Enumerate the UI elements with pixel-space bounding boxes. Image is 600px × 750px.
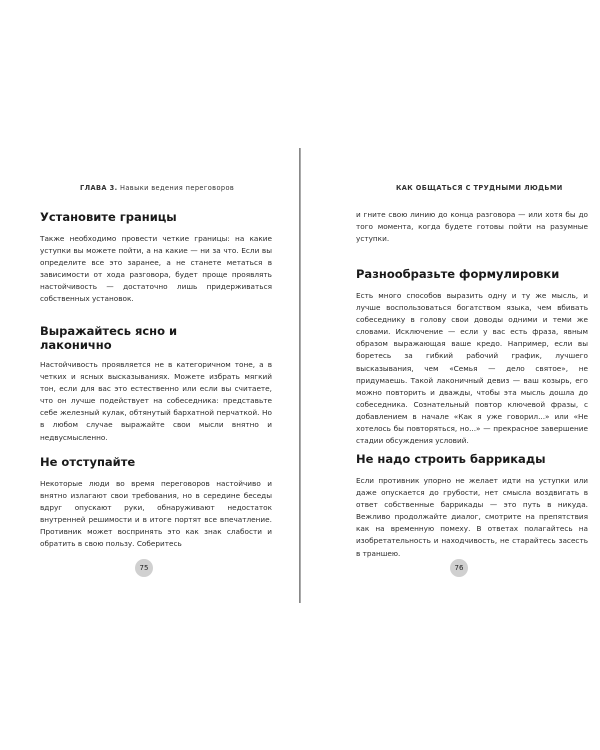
section-paragraph: Настойчивость проявляется не в категоричном тоне, а в четких и ясных высказываниях. Можете избрать мягкий тон, если для вас это естественно или если вы считаете, что он лучше подействует на собеседника: представьте себе железный кулак, обтянутый бархатной перчаткой. Но в любом случае выражайте свои мысли внятно и недвусмысленно. <box>40 360 272 442</box>
section-do-not-retreat <box>40 455 272 551</box>
section-paragraph: Есть много способов выразить одну и ту же мысль, и лучше воспользоваться богатством языка, чем вбивать собеседнику в голову свои доводы одними и теми же словами. Исключение — если у вас есть фраза, явным образом выражающая ваше кредо. Например, если вы боретесь за гибкий рабочий график, лучшего высказывания, чем «Семья — дело святое», не придумаешь. Такой лаконичный девиз — ваш козырь, его можно повторить и дважды, чтобы эта мысль дошла до собеседника. Сознательный повтор ключевой фразы, с добавлением в начале «Как я уже говорил...» или «Не хотелось бы повторяться, но...» — прекрасное завершение стадии обсуждения условий. <box>356 291 588 446</box>
continuation-text-block <box>356 209 588 245</box>
chapter-title: Навыки ведения переговоров <box>120 184 235 192</box>
section-paragraph: Если противник упорно не желает идти на уступки или даже опускается до грубости, нет смысла воздвигать в ответ собственные баррикады — это путь в никуда. Вежливо продолжайте диалог, смотрите на препятствия как на временную помеху. В ответах полагайтесь на изобретательность и находчивость, не старайтесь засесть в траншею. <box>356 476 588 558</box>
section-heading: Выражайтесь ясно и лаконично <box>40 324 178 352</box>
continuation-paragraph: и гните свою линию до конца разговора — или хотя бы до того момента, когда будете готовы пойти на разумные уступки. <box>356 210 588 244</box>
section-clear-concise <box>40 324 272 444</box>
section-paragraph: Некоторые люди во время переговоров настойчиво и внятно излагают свои требования, но в середине беседы вдруг опускают руки, обнаруживают недостаток внутренней решимости и в итоге портят все впечатление. Противник может воспринять это как знак слабости и обратить в свою пользу. Соберитесь <box>40 479 272 549</box>
page-number-left: 75 <box>135 559 153 577</box>
section-heading: Разнообразьте формулировки <box>356 267 560 281</box>
section-no-barricades <box>356 452 588 560</box>
right-page <box>301 148 600 603</box>
section-heading: Не надо строить баррикады <box>356 452 546 466</box>
running-head-left <box>80 184 234 192</box>
page-number-right: 76 <box>450 559 468 577</box>
section-vary-wording <box>356 267 588 447</box>
book-spread <box>0 148 600 603</box>
section-boundaries <box>40 210 272 306</box>
chapter-label: ГЛАВА 3. <box>80 184 118 192</box>
running-head-right: КАК ОБЩАТЬСЯ С ТРУДНЫМИ ЛЮДЬМИ <box>396 184 563 192</box>
section-paragraph: Также необходимо провести четкие границы: на какие уступки вы можете пойти, а на какие — ни за что. Если вы определите все это заранее, а не станете метаться в зависимости от хода разговора, будет проще проявлять настойчивость — достаточно лишь придерживаться собственных установок. <box>40 234 272 304</box>
section-heading: Не отступайте <box>40 455 136 469</box>
section-heading: Установите границы <box>40 210 177 224</box>
left-page <box>0 148 299 603</box>
